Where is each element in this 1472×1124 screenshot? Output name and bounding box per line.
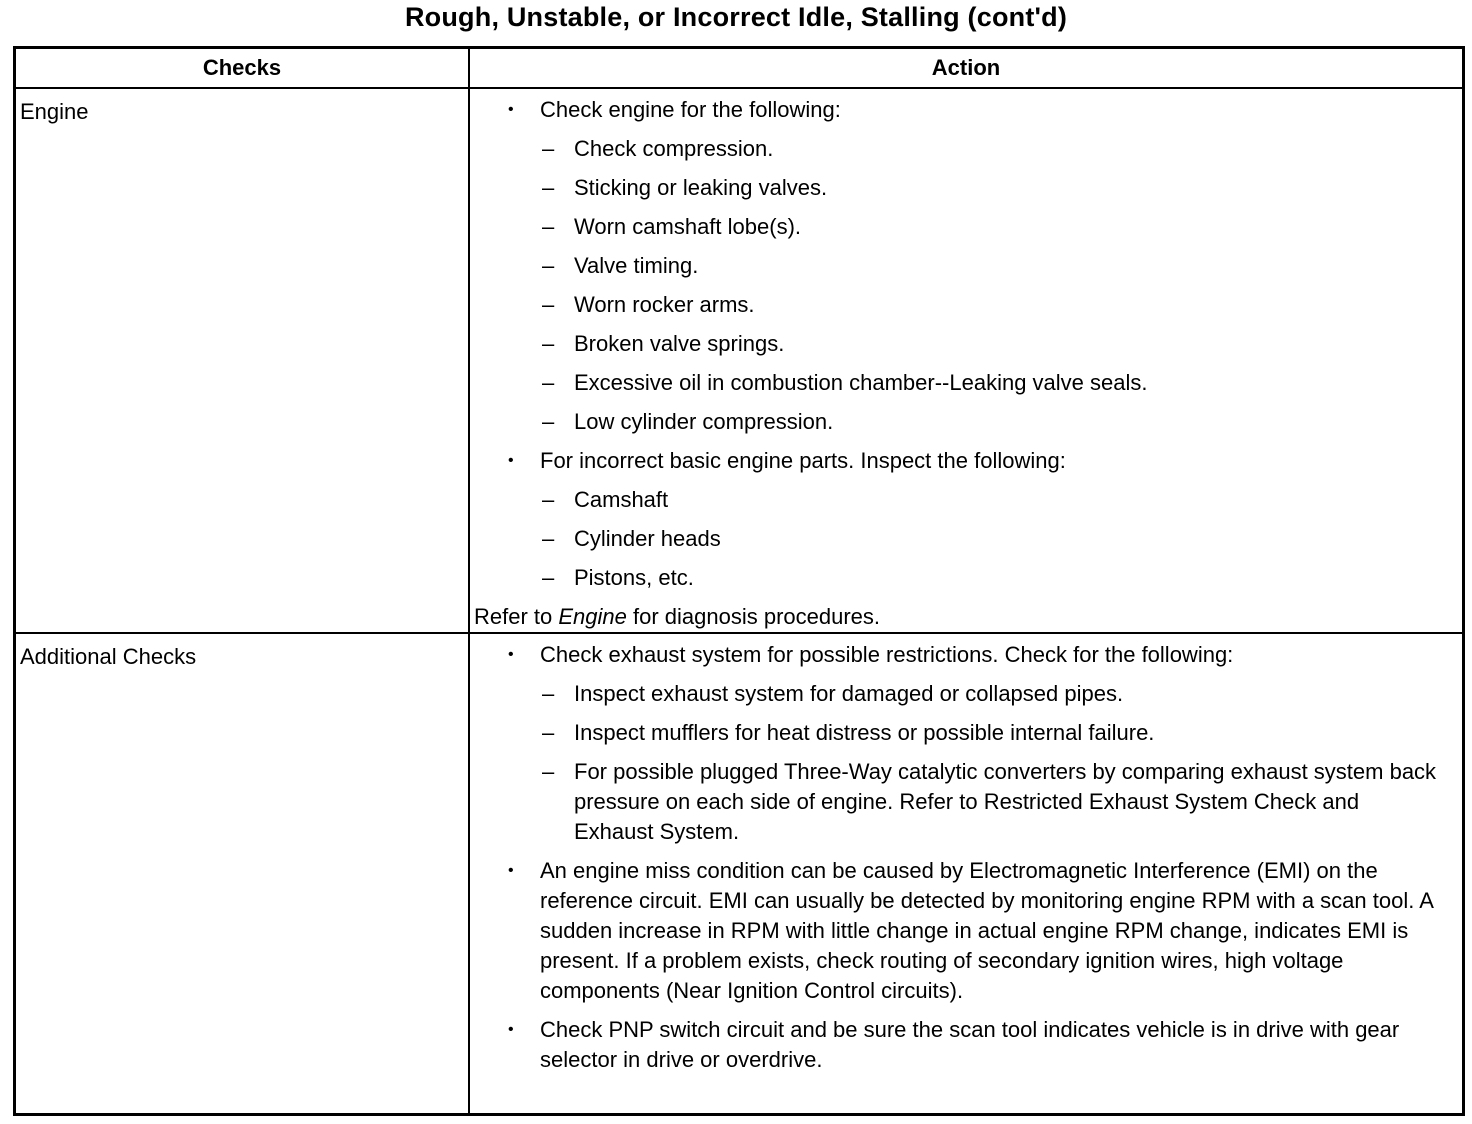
diagnosis-table [13, 46, 1465, 1116]
bullet-mark: • [508, 646, 514, 663]
sub-text: Low cylinder compression. [574, 409, 834, 434]
sub-item [542, 718, 1442, 748]
bullet-item [508, 446, 1442, 476]
bullet-mark: • [508, 1021, 514, 1038]
page-title: Rough, Unstable, or Incorrect Idle, Stalling (cont'd) [404, 2, 1068, 32]
action-list [470, 89, 1462, 632]
dash-mark: – [542, 487, 555, 512]
sub-item [542, 251, 1442, 281]
refer-after: for diagnosis procedures. [626, 604, 881, 629]
sub-text: Worn rocker arms. [574, 292, 755, 317]
refer-before: Refer to [474, 604, 559, 629]
sub-item [542, 173, 1442, 203]
action-list [470, 634, 1462, 1075]
dash-mark: – [542, 253, 555, 278]
sub-text: For possible plugged Three-Way catalytic converters by comparing exhaust system back pressure on each side of engine. Refer to Restricted Exhaust System Check and Exhaust System. [574, 759, 1437, 844]
dash-mark: – [542, 759, 555, 784]
sub-item [542, 290, 1442, 320]
table-row-engine [15, 88, 1464, 633]
dash-mark: – [542, 409, 555, 434]
sub-text: Excessive oil in combustion chamber--Leaking valve seals. [574, 370, 1148, 395]
checks-cell [15, 88, 470, 633]
sub-text: Camshaft [574, 487, 669, 512]
table-header-row [15, 48, 1464, 89]
dash-mark: – [542, 681, 555, 706]
dash-mark: – [542, 175, 555, 200]
action-cell [469, 633, 1464, 1115]
sub-item [542, 368, 1442, 398]
sub-item [542, 407, 1442, 437]
dash-mark: – [542, 565, 555, 590]
dash-mark: – [542, 292, 555, 317]
sub-text: Cylinder heads [574, 526, 721, 551]
check-label: Additional Checks [20, 644, 197, 669]
sub-text: Valve timing. [574, 253, 699, 278]
refer-emph: Engine [558, 604, 627, 629]
bullet-text: Check exhaust system for possible restrictions. Check for the following: [540, 642, 1234, 667]
dash-mark: – [542, 720, 555, 745]
bullet-text: An engine miss condition can be caused by Electromagnetic Interference (EMI) on the reference circuit. EMI can usually be detected by monitoring engine RPM with a scan tool. A sudden increase in RPM with little change in actual engine RPM change, indicates EMI is present. If a problem exists, check routing of secondary ignition wires, high voltage components (Near Ignition Control circuits). [540, 858, 1433, 1003]
sub-text: Check compression. [574, 136, 774, 161]
bullet-item [508, 856, 1442, 1006]
dash-mark: – [542, 331, 555, 356]
column-header-action: Action [469, 48, 1464, 89]
bullet-text: Check PNP switch circuit and be sure the scan tool indicates vehicle is in drive with gear selector in drive or overdrive. [540, 1017, 1400, 1072]
sub-item [542, 524, 1442, 554]
bullet-item [508, 1015, 1442, 1075]
bullet-mark: • [508, 101, 514, 118]
refer-note [470, 602, 1442, 632]
sub-item [542, 134, 1442, 164]
bullet-mark: • [508, 862, 514, 879]
sub-item [542, 329, 1442, 359]
sub-item [542, 757, 1442, 847]
sub-item [542, 485, 1442, 515]
sub-text: Inspect exhaust system for damaged or collapsed pipes. [574, 681, 1124, 706]
sub-text: Pistons, etc. [574, 565, 694, 590]
checks-cell [15, 633, 470, 1115]
column-header-checks: Checks [15, 48, 470, 89]
bullet-item [508, 95, 1442, 125]
bullet-text: Check engine for the following: [540, 97, 841, 122]
sub-item [542, 563, 1442, 593]
bullet-item [508, 640, 1442, 670]
sub-text: Inspect mufflers for heat distress or possible internal failure. [574, 720, 1155, 745]
dash-mark: – [542, 370, 555, 395]
dash-mark: – [542, 136, 555, 161]
dash-mark: – [542, 526, 555, 551]
table-row-additional-checks [15, 633, 1464, 1115]
action-cell [469, 88, 1464, 633]
sub-text: Broken valve springs. [574, 331, 785, 356]
check-label: Engine [20, 99, 89, 124]
sub-item [542, 679, 1442, 709]
bullet-text: For incorrect basic engine parts. Inspect the following: [540, 448, 1066, 473]
bullet-mark: • [508, 452, 514, 469]
dash-mark: – [542, 214, 555, 239]
sub-text: Worn camshaft lobe(s). [574, 214, 802, 239]
sub-item [542, 212, 1442, 242]
sub-text: Sticking or leaking valves. [574, 175, 828, 200]
